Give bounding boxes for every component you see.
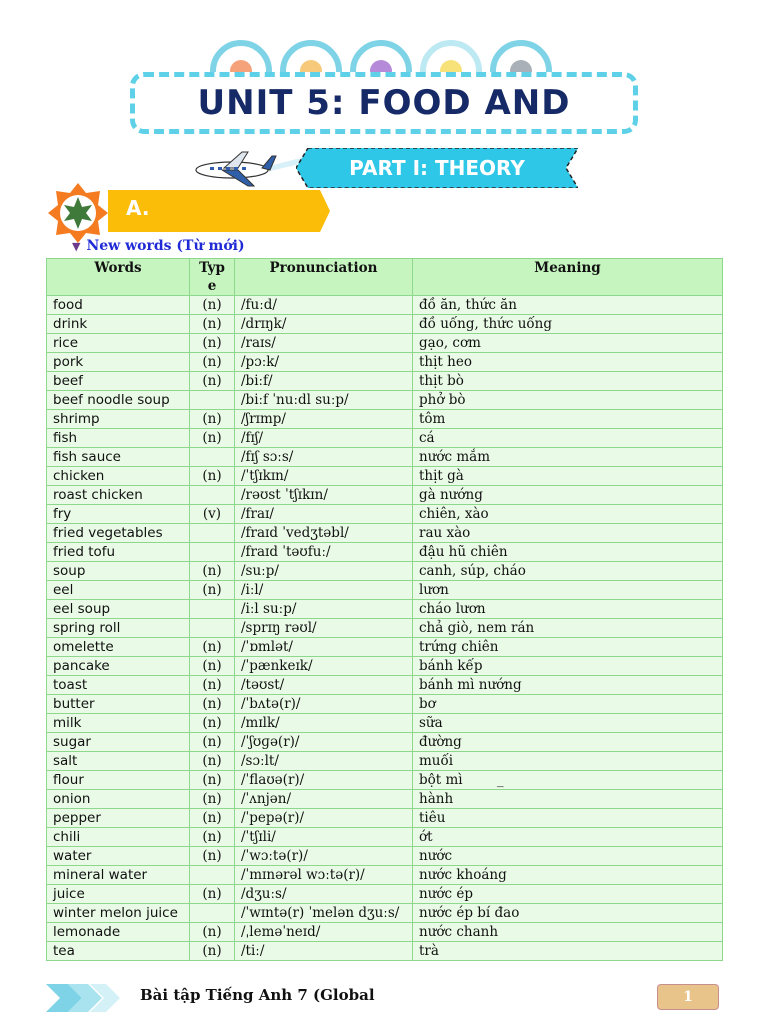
type-cell [190, 543, 235, 562]
meaning-cell: nước ép [413, 885, 723, 904]
table-row [47, 543, 723, 562]
table-row [47, 771, 723, 790]
word-cell: pork [47, 353, 190, 372]
table-row [47, 600, 723, 619]
meaning-cell: đậu hũ chiên [413, 543, 723, 562]
new-words-heading [72, 238, 245, 254]
table-row [47, 885, 723, 904]
pronunciation-cell: /ˈbʌtə(r)/ [235, 695, 413, 714]
table-row [47, 676, 723, 695]
meaning-cell: nước ép bí đao [413, 904, 723, 923]
meaning-cell: bánh kếp [413, 657, 723, 676]
table-row [47, 410, 723, 429]
type-cell: (n) [190, 657, 235, 676]
header-words: Words [47, 259, 190, 296]
table-row [47, 809, 723, 828]
type-cell: (n) [190, 410, 235, 429]
type-cell: (n) [190, 296, 235, 315]
type-cell: (n) [190, 676, 235, 695]
word-cell: fish [47, 429, 190, 448]
section-badge-icon [48, 183, 108, 243]
meaning-cell: nước chanh [413, 923, 723, 942]
pronunciation-cell: /ˌleməˈneɪd/ [235, 923, 413, 942]
pronunciation-cell: /ˈflaʊə(r)/ [235, 771, 413, 790]
pronunciation-cell: /ˈʌnjən/ [235, 790, 413, 809]
table-row [47, 790, 723, 809]
meaning-cell: rau xào [413, 524, 723, 543]
unit-title-box [130, 72, 638, 134]
pronunciation-cell: /pɔːk/ [235, 353, 413, 372]
header-type: Typ e [190, 259, 235, 296]
type-cell: (n) [190, 581, 235, 600]
type-cell: (n) [190, 695, 235, 714]
meaning-cell: trà [413, 942, 723, 961]
word-cell: beef [47, 372, 190, 391]
type-cell: (n) [190, 562, 235, 581]
word-cell: chicken [47, 467, 190, 486]
pronunciation-cell: /ˈpænkeɪk/ [235, 657, 413, 676]
meaning-cell: phở bò [413, 391, 723, 410]
word-cell: chili [47, 828, 190, 847]
word-cell: fish sauce [47, 448, 190, 467]
pronunciation-cell: /ˈmɪnərəl wɔːtə(r)/ [235, 866, 413, 885]
type-cell [190, 448, 235, 467]
meaning-cell: bơ [413, 695, 723, 714]
pronunciation-cell: /ˈpepə(r)/ [235, 809, 413, 828]
pronunciation-cell: /biːf ˈnuːdl suːp/ [235, 391, 413, 410]
word-cell: sugar [47, 733, 190, 752]
pronunciation-cell: /fraɪd ˈtəʊfuː/ [235, 543, 413, 562]
pronunciation-cell: /dʒuːs/ [235, 885, 413, 904]
pronunciation-cell: /fuːd/ [235, 296, 413, 315]
type-cell: (n) [190, 714, 235, 733]
type-cell: (n) [190, 467, 235, 486]
meaning-cell: tiêu [413, 809, 723, 828]
pronunciation-cell: /ˈtʃɪkɪn/ [235, 467, 413, 486]
page-number: 1 [657, 984, 719, 1010]
pronunciation-cell: /fraɪ/ [235, 505, 413, 524]
table-row [47, 315, 723, 334]
type-cell: (n) [190, 942, 235, 961]
pronunciation-cell: /raɪs/ [235, 334, 413, 353]
word-cell: pancake [47, 657, 190, 676]
table-row [47, 486, 723, 505]
type-cell: (n) [190, 885, 235, 904]
new-words-text: New words (Từ mới) [86, 238, 245, 254]
footer-book-title: Bài tập Tiếng Anh 7 (Global [140, 986, 375, 1004]
meaning-cell: hành [413, 790, 723, 809]
pronunciation-cell: /ˈɒmlət/ [235, 638, 413, 657]
table-row [47, 467, 723, 486]
type-cell: (v) [190, 505, 235, 524]
table-row [47, 638, 723, 657]
type-cell [190, 904, 235, 923]
type-cell [190, 619, 235, 638]
meaning-cell: đường [413, 733, 723, 752]
table-row [47, 752, 723, 771]
table-row [47, 695, 723, 714]
footer-arrows-icon [46, 984, 126, 1012]
part-title: PART I: THEORY [349, 156, 525, 180]
word-cell: eel soup [47, 600, 190, 619]
pronunciation-cell: /biːf/ [235, 372, 413, 391]
airplane-icon [192, 146, 308, 192]
meaning-cell: cá [413, 429, 723, 448]
word-cell: mineral water [47, 866, 190, 885]
word-cell: toast [47, 676, 190, 695]
type-cell: (n) [190, 847, 235, 866]
table-row [47, 714, 723, 733]
type-cell: (n) [190, 638, 235, 657]
meaning-cell: trứng chiên [413, 638, 723, 657]
word-cell: drink [47, 315, 190, 334]
type-cell: (n) [190, 790, 235, 809]
type-cell [190, 866, 235, 885]
meaning-cell: cháo lươn [413, 600, 723, 619]
meaning-cell: lươn [413, 581, 723, 600]
meaning-cell: đồ uống, thức uống [413, 315, 723, 334]
word-cell: salt [47, 752, 190, 771]
pronunciation-cell: /ˈʃʊɡə(r)/ [235, 733, 413, 752]
type-cell: (n) [190, 923, 235, 942]
meaning-cell: bột mì _ [413, 771, 723, 790]
meaning-cell: muối [413, 752, 723, 771]
table-row [47, 334, 723, 353]
meaning-cell: canh, súp, cháo [413, 562, 723, 581]
meaning-cell: gạo, cơm [413, 334, 723, 353]
word-cell: juice [47, 885, 190, 904]
type-cell [190, 524, 235, 543]
pronunciation-cell: /iːl/ [235, 581, 413, 600]
type-cell: (n) [190, 315, 235, 334]
pronunciation-cell: /fɪʃ/ [235, 429, 413, 448]
word-cell: tea [47, 942, 190, 961]
table-row [47, 296, 723, 315]
word-cell: pepper [47, 809, 190, 828]
meaning-cell: tôm [413, 410, 723, 429]
meaning-cell: chả giò, nem rán [413, 619, 723, 638]
word-cell: spring roll [47, 619, 190, 638]
meaning-cell: ớt [413, 828, 723, 847]
type-cell: (n) [190, 733, 235, 752]
type-cell: (n) [190, 334, 235, 353]
type-cell: (n) [190, 828, 235, 847]
word-cell: water [47, 847, 190, 866]
table-row [47, 353, 723, 372]
pronunciation-cell: /təʊst/ [235, 676, 413, 695]
word-cell: soup [47, 562, 190, 581]
section-label: A. [126, 196, 150, 220]
type-cell [190, 486, 235, 505]
table-row [47, 866, 723, 885]
table-row [47, 581, 723, 600]
word-cell: butter [47, 695, 190, 714]
type-cell: (n) [190, 429, 235, 448]
type-cell: (n) [190, 372, 235, 391]
word-cell: onion [47, 790, 190, 809]
word-cell: food [47, 296, 190, 315]
meaning-cell: thịt bò [413, 372, 723, 391]
word-cell: beef noodle soup [47, 391, 190, 410]
unit-title: UNIT 5: FOOD AND [197, 83, 571, 123]
pronunciation-cell: /suːp/ [235, 562, 413, 581]
table-row [47, 733, 723, 752]
table-row [47, 391, 723, 410]
meaning-cell: nước [413, 847, 723, 866]
pronunciation-cell: /rəʊst ˈtʃɪkɪn/ [235, 486, 413, 505]
word-cell: eel [47, 581, 190, 600]
table-row [47, 828, 723, 847]
pronunciation-cell: /ˈwɔːtə(r)/ [235, 847, 413, 866]
pronunciation-cell: /sprɪŋ rəʊl/ [235, 619, 413, 638]
word-cell: winter melon juice [47, 904, 190, 923]
type-cell: (n) [190, 809, 235, 828]
table-row [47, 562, 723, 581]
vocabulary-table [46, 258, 723, 961]
table-row [47, 847, 723, 866]
pronunciation-cell: /sɔːlt/ [235, 752, 413, 771]
word-cell: flour [47, 771, 190, 790]
word-cell: roast chicken [47, 486, 190, 505]
pronunciation-cell: /ˈwɪntə(r) ˈmelən dʒuːs/ [235, 904, 413, 923]
word-cell: rice [47, 334, 190, 353]
table-row [47, 619, 723, 638]
meaning-cell: chiên, xào [413, 505, 723, 524]
meaning-cell: nước khoáng [413, 866, 723, 885]
word-cell: fry [47, 505, 190, 524]
header-meaning: Meaning [413, 259, 723, 296]
meaning-cell: gà nướng [413, 486, 723, 505]
type-cell [190, 600, 235, 619]
word-cell: fried vegetables [47, 524, 190, 543]
type-cell [190, 391, 235, 410]
meaning-cell: thịt heo [413, 353, 723, 372]
header-pronunciation: Pronunciation [235, 259, 413, 296]
table-row [47, 923, 723, 942]
meaning-cell: nước mắm [413, 448, 723, 467]
pronunciation-cell: /drɪŋk/ [235, 315, 413, 334]
type-cell: (n) [190, 771, 235, 790]
pronunciation-cell: /fɪʃ sɔːs/ [235, 448, 413, 467]
pronunciation-cell: /ˈtʃɪli/ [235, 828, 413, 847]
pronunciation-cell: /mɪlk/ [235, 714, 413, 733]
table-row [47, 524, 723, 543]
type-cell: (n) [190, 353, 235, 372]
table-row [47, 372, 723, 391]
table-row [47, 448, 723, 467]
meaning-cell: đồ ăn, thức ăn [413, 296, 723, 315]
meaning-cell: sữa [413, 714, 723, 733]
table-row [47, 429, 723, 448]
word-cell: milk [47, 714, 190, 733]
table-row [47, 657, 723, 676]
meaning-cell: thịt gà [413, 467, 723, 486]
pronunciation-cell: /iːl suːp/ [235, 600, 413, 619]
bullet-pin-icon: ▼ [72, 239, 81, 253]
table-header-row [47, 259, 723, 296]
table-row [47, 942, 723, 961]
table-row [47, 904, 723, 923]
word-cell: shrimp [47, 410, 190, 429]
type-cell: (n) [190, 752, 235, 771]
pronunciation-cell: /tiː/ [235, 942, 413, 961]
pronunciation-cell: /ʃrɪmp/ [235, 410, 413, 429]
table-row [47, 505, 723, 524]
word-cell: lemonade [47, 923, 190, 942]
pronunciation-cell: /fraɪd ˈvedʒtəbl/ [235, 524, 413, 543]
meaning-cell: bánh mì nướng [413, 676, 723, 695]
word-cell: fried tofu [47, 543, 190, 562]
word-cell: omelette [47, 638, 190, 657]
